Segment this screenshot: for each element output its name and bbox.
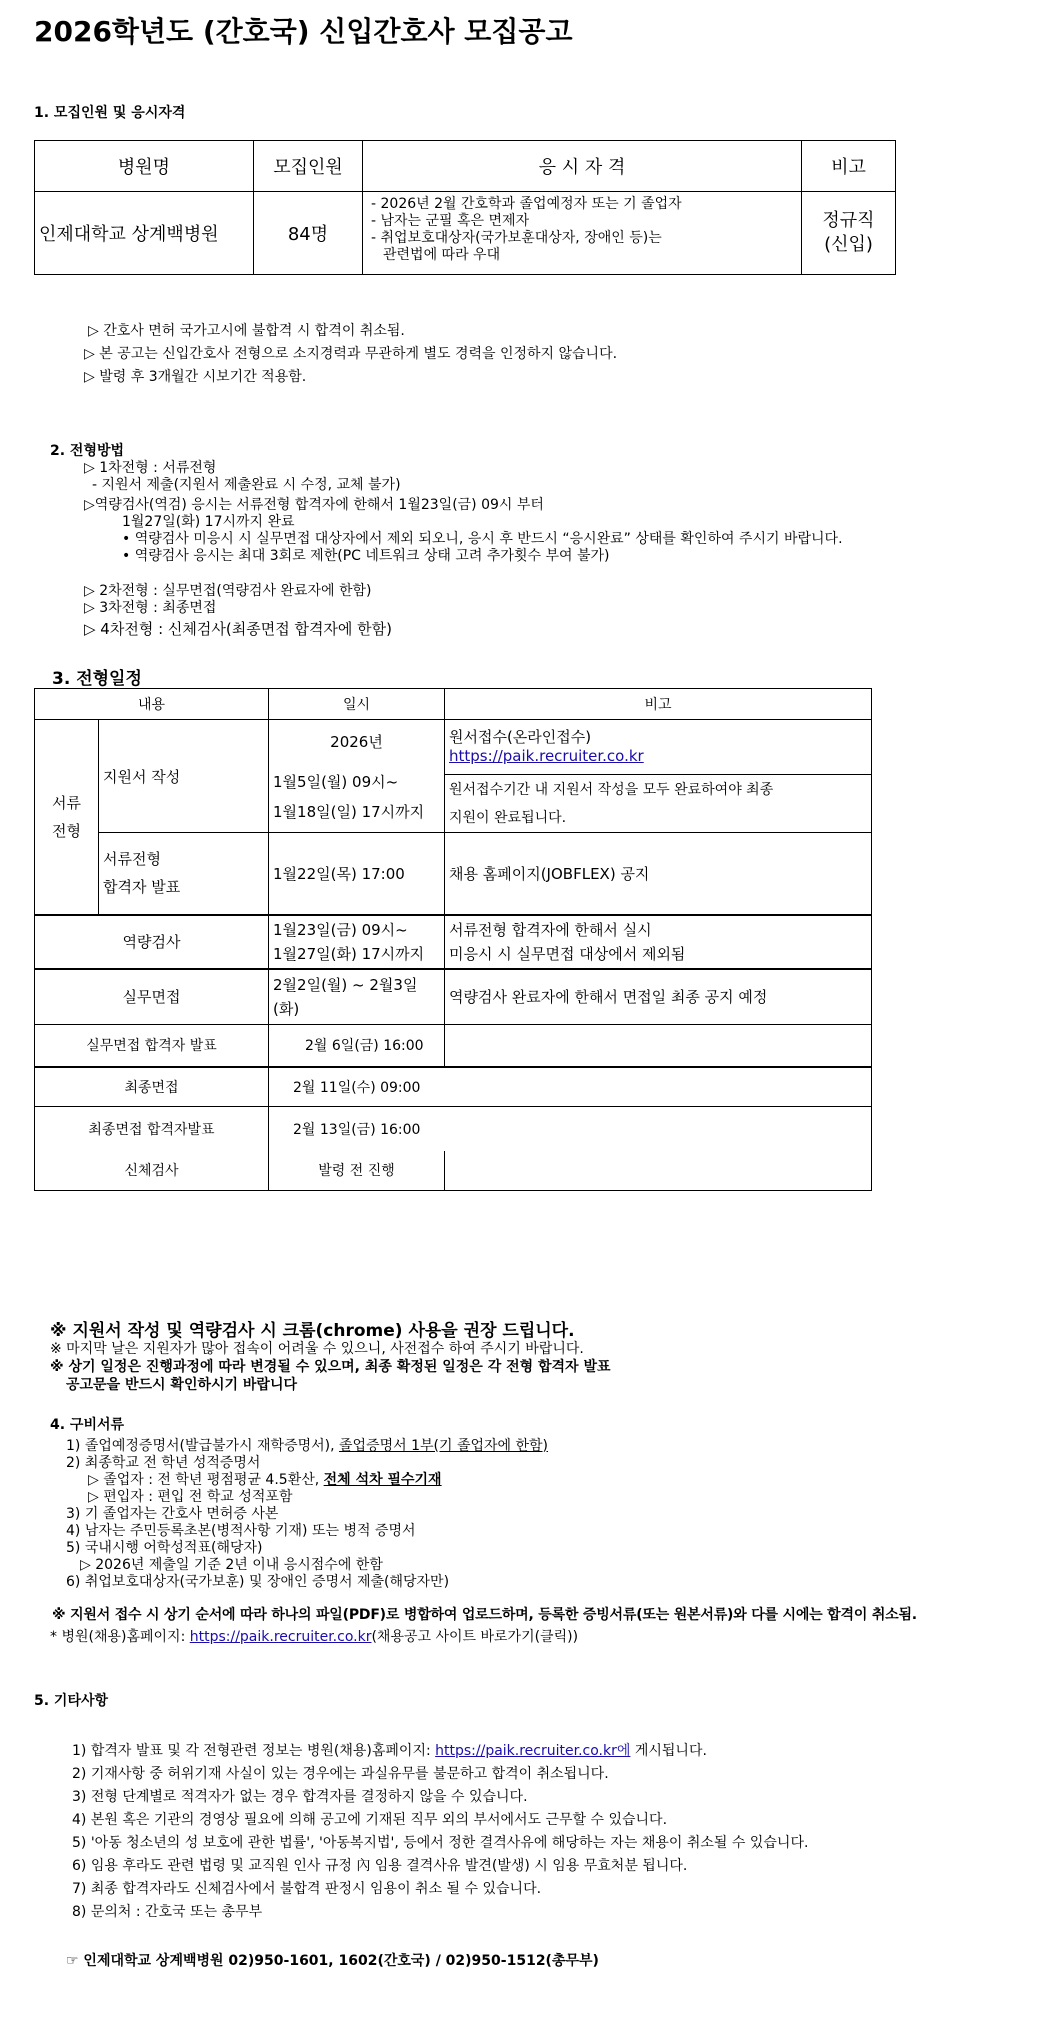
- notice-line: 공고문을 반드시 확인하시기 바랍니다: [66, 1377, 298, 1393]
- row-application-note: 원서접수(온라인접수) https://paik.recruiter.co.kr: [445, 720, 872, 775]
- homepage-link[interactable]: https://paik.recruiter.co.kr: [189, 1629, 372, 1645]
- row-final-date: 2월 11일(수) 09:00: [269, 1067, 445, 1107]
- row-interview-note: 역량검사 완료자에 한해서 면접일 최종 공지 예정: [445, 969, 872, 1025]
- s2-line: ▷ 4차전형 : 신체검사(최종면접 합격자에 한함): [84, 620, 393, 638]
- header-remark: 비고: [445, 689, 872, 720]
- doc-item: 1) 졸업예정증명서(발급불가시 재학증명서), 졸업증명서 1부(기 졸업자에 한함): [66, 1438, 549, 1454]
- s1-bullet: ▷ 발령 후 3개월간 시보기간 적용함.: [84, 369, 307, 385]
- row-interview-date: 2월2일(월) ~ 2월3일 (화): [269, 969, 445, 1025]
- section3-heading: 3. 전형일정: [52, 669, 142, 689]
- doc-stage-group: 서류 전형: [35, 720, 99, 915]
- doc-item: 3) 기 졸업자는 간호사 면허증 사본: [66, 1506, 279, 1522]
- row-application-note2: 원서접수기간 내 지원서 작성을 모두 완료하여야 최종 지원이 완료됩니다.: [445, 775, 872, 833]
- s2-line: ▷ 2차전형 : 실무면접(역량검사 완료자에 한함): [84, 583, 372, 599]
- misc-item: 7) 최종 합격자라도 신체검사에서 불합격 판정시 임용이 취소 될 수 있습니다.: [72, 1881, 542, 1897]
- contact-info: ☞ 인제대학교 상계백병원 02)950-1601, 1602(간호국) / 02)950-1512(총무부): [66, 1953, 599, 1969]
- row-docresult-label: 서류전형 합격자 발표: [99, 833, 269, 915]
- misc-item: 1) 합격자 발표 및 각 전형관련 정보는 병원(채용)홈페이지: https://paik.recruiter.co.kr에 게시됩니다.: [72, 1743, 707, 1759]
- s2-line: 1월27일(화) 17시까지 완료: [122, 514, 295, 530]
- section1-heading: 1. 모집인원 및 응시자격: [34, 105, 186, 121]
- row-aptitude-note: 서류전형 합격자에 한해서 실시 미응시 시 실무면접 대상에서 제외됨: [445, 915, 872, 969]
- doc-item: 4) 남자는 주민등록초본(병적사항 기재) 또는 병적 증명서: [66, 1523, 416, 1539]
- s1-bullet: ▷ 간호사 면허 국가고시에 불합격 시 합격이 취소됨.: [88, 323, 405, 339]
- result-site-link[interactable]: https://paik.recruiter.co.kr에: [435, 1743, 631, 1759]
- recruit-site-link[interactable]: https://paik.recruiter.co.kr: [449, 747, 644, 765]
- header-datetime: 일시: [269, 689, 445, 720]
- homepage-line: * 병원(채용)홈페이지: https://paik.recruiter.co.kr(채용공고 사이트 바로가기(클릭)): [50, 1629, 579, 1645]
- s2-line: ▷ 3차전형 : 최종면접: [84, 600, 217, 616]
- s2-line: ▷ 1차전형 : 서류전형: [84, 460, 217, 476]
- doc-item: 2) 최종학교 전 학년 성적증명서: [66, 1455, 261, 1471]
- doc-item: ▷ 졸업자 : 전 학년 평점평균 4.5환산, 전체 석차 필수기재: [88, 1472, 442, 1488]
- misc-item: 6) 임용 후라도 관련 법령 및 교직원 인사 규정 內 임용 결격사유 발견(발생) 시 임용 무효처분 됩니다.: [72, 1858, 688, 1874]
- misc-item: 4) 본원 혹은 기관의 경영상 필요에 의해 공고에 기재된 직무 외의 부서에서도 근무할 수 있습니다.: [72, 1812, 668, 1828]
- doc-item: ▷ 2026년 제출일 기준 2년 이내 응시점수에 한함: [80, 1557, 383, 1573]
- row-final-label: 최종면접: [35, 1067, 269, 1107]
- row-interview-result-label: 실무면접 합격자 발표: [35, 1025, 269, 1067]
- notice-line: ※ 상기 일정은 진행과정에 따라 변경될 수 있으며, 최종 확정된 일정은 각 전형 합격자 발표: [50, 1359, 611, 1375]
- s2-line: - 지원서 제출(지원서 제출완료 시 수정, 교체 불가): [92, 477, 401, 493]
- notice-line: ※ 마지막 날은 지원자가 많아 접속이 어려울 수 있으니, 사전접수 하여 주시기 바랍니다.: [50, 1341, 584, 1357]
- header-note: 비고: [802, 141, 896, 192]
- misc-item: 2) 기재사항 중 허위기재 사실이 있는 경우에는 과실유무를 불문하고 합격이 취소됩니다.: [72, 1766, 609, 1782]
- row-application-label: 지원서 작성: [99, 720, 269, 833]
- row-application-date: 2026년 1월5일(월) 09시~ 1월18일(일) 17시까지: [269, 720, 445, 833]
- row-interview-result-date: 2월 6일(금) 16:00: [269, 1025, 445, 1067]
- section4-heading: 4. 구비서류: [50, 1417, 125, 1433]
- chrome-notice: ※ 지원서 작성 및 역량검사 시 크롬(chrome) 사용을 권장 드립니다.: [50, 1321, 575, 1341]
- row-final-result-date: 2월 13일(금) 16:00: [269, 1107, 445, 1151]
- misc-item: 3) 전형 단계별로 적격자가 없는 경우 합격자를 결정하지 않을 수 있습니다.: [72, 1789, 528, 1805]
- schedule-table: [34, 688, 872, 1191]
- recruit-table: [34, 140, 896, 275]
- pdf-notice: ※ 지원서 접수 시 상기 순서에 따라 하나의 파일(PDF)로 병합하여 업로드하며, 등록한 증빙서류(또는 원본서류)와 다를 시에는 합격이 취소됨.: [52, 1607, 917, 1623]
- s1-bullet: ▷ 본 공고는 신입간호사 전형으로 소지경력과 무관하게 별도 경력을 인정하지 않습니다.: [84, 346, 618, 362]
- misc-item: 5) '아동 청소년의 성 보호에 관한 법률', '아동복지법', 등에서 정한 결격사유에 해당하는 자는 채용이 취소될 수 있습니다.: [72, 1835, 809, 1851]
- section2-heading: 2. 전형방법: [50, 443, 125, 459]
- employment-note: 정규직 (신입): [802, 192, 896, 275]
- doc-item: ▷ 편입자 : 편입 전 학교 성적포함: [88, 1489, 293, 1505]
- row-aptitude-date: 1월23일(금) 09시~ 1월27일(화) 17시까지: [269, 915, 445, 969]
- section5-heading: 5. 기타사항: [34, 1693, 109, 1709]
- header-content: 내용: [35, 689, 269, 720]
- s2-line: • 역량검사 미응시 시 실무면접 대상자에서 제외 되오니, 응시 후 반드시 “응시완료” 상태를 확인하여 주시기 바랍니다.: [122, 531, 843, 547]
- doc-item: 5) 국내시행 어학성적표(해당자): [66, 1540, 263, 1556]
- row-physical-date: 발령 전 진행: [269, 1151, 445, 1191]
- page-title: 2026학년도 (간호국) 신입간호사 모집공고: [34, 15, 573, 48]
- row-docresult-date: 1월22일(목) 17:00: [269, 833, 445, 915]
- header-count: 모집인원: [254, 141, 363, 192]
- hospital-name: 인제대학교 상계백병원: [35, 192, 254, 275]
- row-interview-label: 실무면접: [35, 969, 269, 1025]
- s2-line: • 역량검사 응시는 최대 3회로 제한(PC 네트워크 상태 고려 추가횟수 부여 불가): [122, 548, 610, 564]
- misc-item: 8) 문의처 : 간호국 또는 총무부: [72, 1904, 263, 1920]
- recruit-count: 84명: [254, 192, 363, 275]
- header-hospital: 병원명: [35, 141, 254, 192]
- qualification-list: - 2026년 2월 간호학과 졸업예정자 또는 기 졸업자 - 남자는 군필 혹은 면제자 - 취업보호대상자(국가보훈대상자, 장애인 등)는 관련법에 따라 우대: [363, 192, 802, 275]
- row-aptitude-label: 역량검사: [35, 915, 269, 969]
- row-docresult-note: 채용 홈페이지(JOBFLEX) 공지: [445, 833, 872, 915]
- doc-item: 6) 취업보호대상자(국가보훈) 및 장애인 증명서 제출(해당자만): [66, 1574, 450, 1590]
- row-physical-label: 신체검사: [35, 1151, 269, 1191]
- header-qualification: 응 시 자 격: [363, 141, 802, 192]
- s2-line: ▷역량검사(역검) 응시는 서류전형 합격자에 한해서 1월23일(금) 09시 부터: [84, 497, 544, 513]
- row-final-result-label: 최종면접 합격자발표: [35, 1107, 269, 1151]
